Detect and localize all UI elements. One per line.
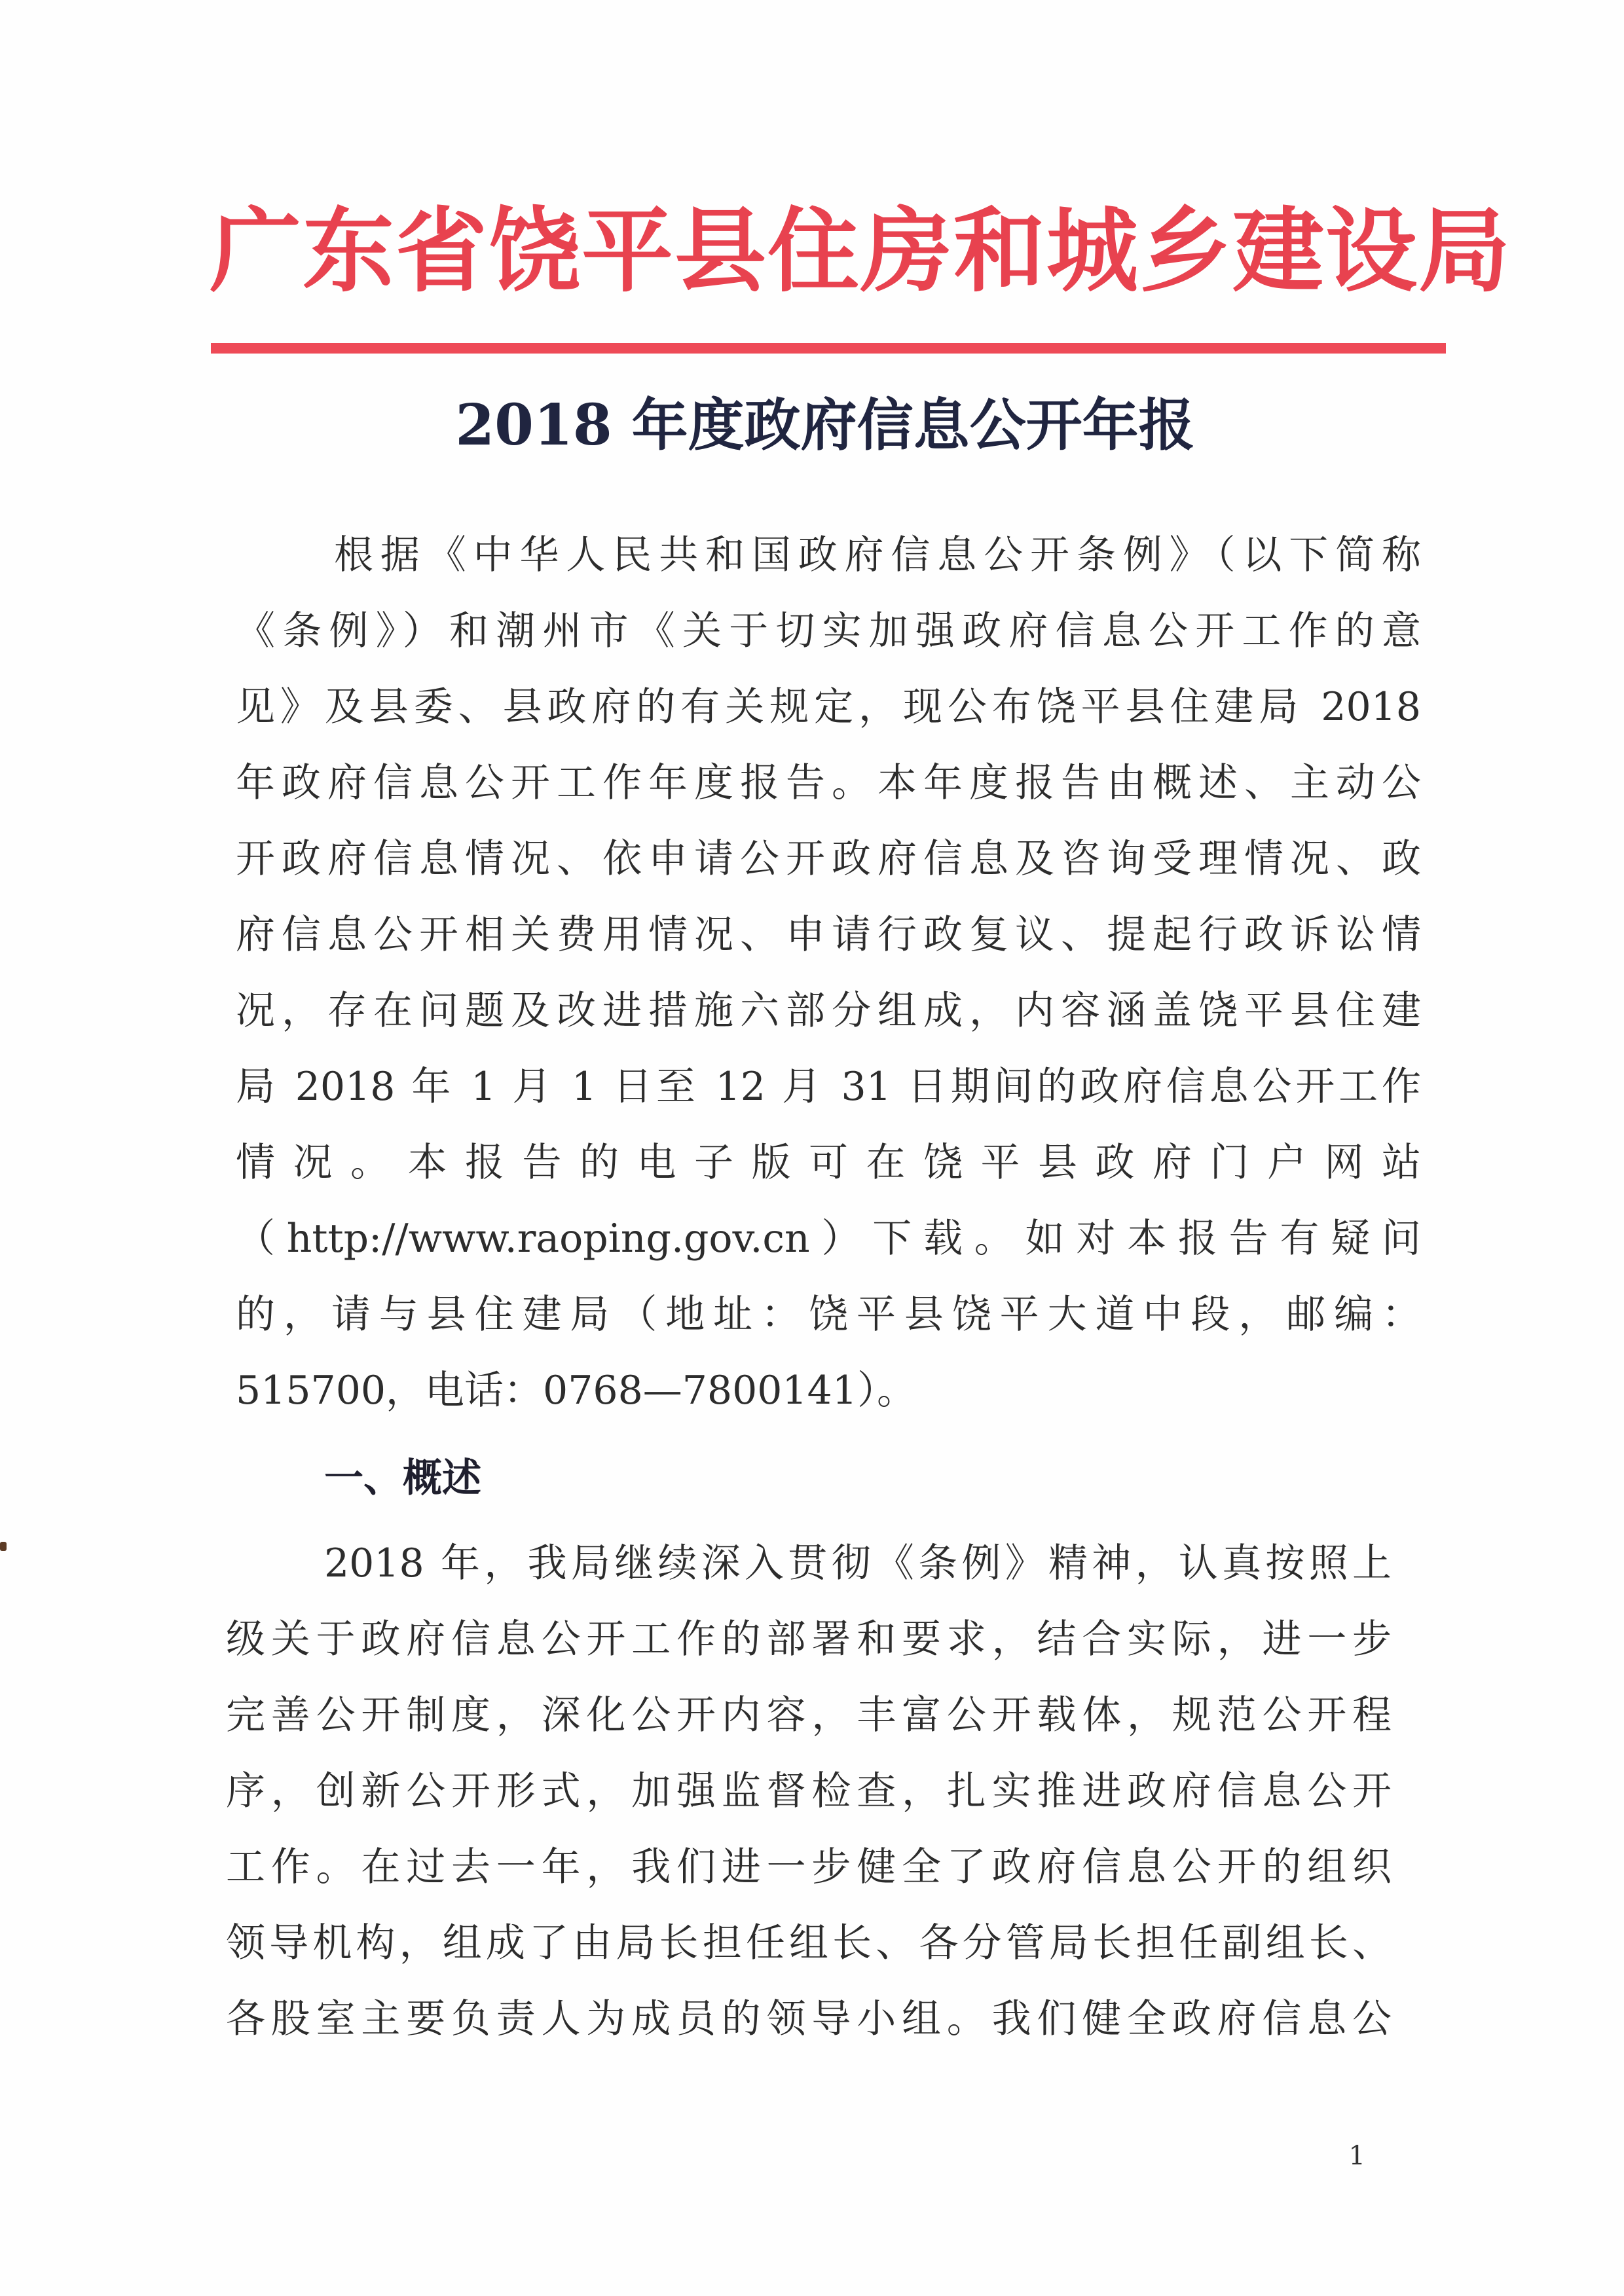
paragraph-line: 《条例》）和潮州市《关于切实加强政府信息公开工作的意 — [236, 608, 1421, 654]
paragraph-line: （http://www.raoping.gov.cn）下载。如对本报告有疑问 — [236, 1216, 1421, 1262]
paragraph-line: 各股室主要负责人为成员的领导小组。我们健全政府信息公 — [226, 1996, 1392, 2042]
section-heading-overview: 一、概述 — [324, 1455, 481, 1501]
scan-speck — [0, 1542, 7, 1551]
letterhead-red-rule — [211, 343, 1446, 354]
paragraph-line: 2018 年，我局继续深入贯彻《条例》精神，认真按照上 — [324, 1540, 1392, 1586]
paragraph-line: 的，请与县住建局（地址：饶平县饶平大道中段，邮编： — [236, 1292, 1421, 1338]
paragraph-line: 515700，电话：0768—7800141）。 — [236, 1368, 916, 1413]
paragraph-line: 年政府信息公开工作年度报告。本年度报告由概述、主动公 — [236, 760, 1421, 806]
page-number: 1 — [1348, 2141, 1365, 2171]
paragraph-line: 序，创新公开形式，加强监督检查，扎实推进政府信息公开 — [226, 1768, 1392, 1814]
paragraph-line: 开政府信息情况、依申请公开政府信息及咨询受理情况、政 — [236, 836, 1421, 882]
paragraph-line: 领导机构，组成了由局长担任组长、各分管局长担任副组长、 — [226, 1920, 1392, 1966]
intro-paragraph — [236, 517, 1421, 1429]
organization-letterhead: 广东省饶平县住房和城乡建设局 — [210, 198, 1512, 305]
paragraph-line: 况，存在问题及改进措施六部分组成，内容涵盖饶平县住建 — [236, 988, 1421, 1034]
document-title: 2018 年度政府信息公开年报 — [455, 392, 1195, 458]
paragraph-line: 完善公开制度，深化公开内容，丰富公开载体，规范公开程 — [226, 1692, 1392, 1738]
overview-paragraph — [226, 1525, 1392, 2057]
paragraph-line: 府信息公开相关费用情况、申请行政复议、提起行政诉讼情 — [236, 912, 1421, 958]
paragraph-line: 情况。本报告的电子版可在饶平县政府门户网站 — [236, 1140, 1421, 1186]
paragraph-line: 见》及县委、县政府的有关规定，现公布饶平县住建局 2018 — [236, 684, 1421, 730]
paragraph-line: 局 2018 年 1 月 1 日至 12 月 31 日期间的政府信息公开工作 — [236, 1064, 1421, 1110]
paragraph-line: 根据《中华人民共和国政府信息公开条例》（以下简称 — [334, 532, 1421, 578]
paragraph-line: 工作。在过去一年，我们进一步健全了政府信息公开的组织 — [226, 1844, 1392, 1890]
paragraph-line: 级关于政府信息公开工作的部署和要求，结合实际，进一步 — [226, 1616, 1392, 1662]
